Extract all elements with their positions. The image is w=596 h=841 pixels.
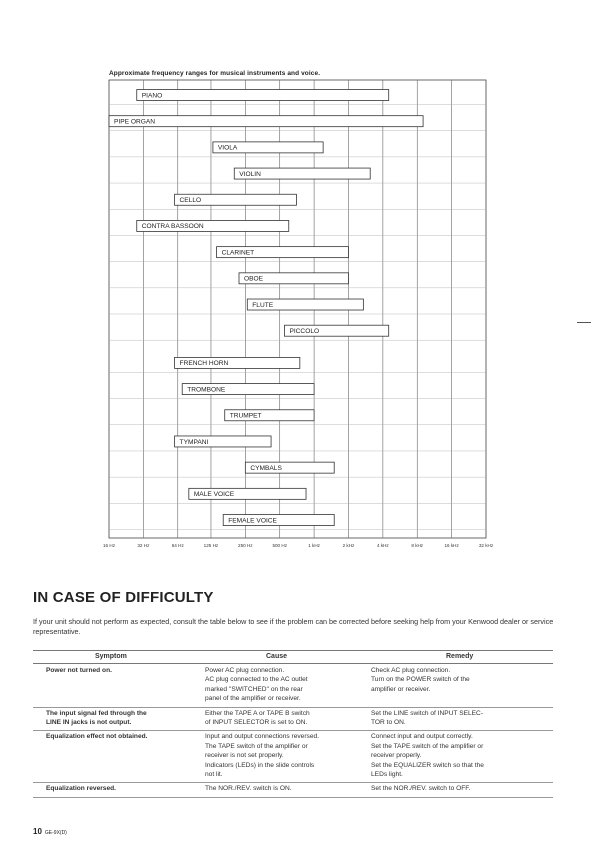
range-bar-label: CELLO [179, 197, 202, 205]
remedy-cell-line: Check AC plug connection. [371, 667, 451, 674]
x-tick-label: 8 kHz [411, 543, 424, 548]
remedy-cell [371, 666, 551, 694]
cause-cell-line: Input and output connections reversed. [205, 733, 320, 741]
table-row [33, 730, 553, 783]
cause-cell-line: Either the TAPE A or TAPE B switch [205, 709, 310, 717]
remedy-cell-line: receiver properly. [371, 752, 422, 760]
range-bar [109, 116, 423, 127]
header-cause: Cause [266, 653, 288, 660]
range-bar-label: PICCOLO [289, 328, 320, 336]
page-number: 10 [33, 827, 42, 836]
range-bar-label: FRENCH HORN [179, 360, 229, 368]
chart-title: Approximate frequency ranges for musical instruments and voice. [109, 70, 321, 77]
header-remedy: Remedy [446, 653, 474, 660]
x-tick-label: 250 Hz [238, 543, 253, 548]
margin-mark [577, 322, 591, 323]
range-bar-label: MALE VOICE [193, 491, 235, 499]
remedy-cell [371, 732, 551, 779]
x-tick-label: 16 kHz [444, 543, 459, 548]
symptom-cell-line: Equalization reversed. [46, 785, 116, 793]
cause-cell-line: AC plug connected to the AC outlet [205, 676, 308, 684]
x-tick-label: 32 kHz [478, 543, 494, 548]
remedy-cell-line: Set the EQUALIZER switch so that the [371, 761, 484, 769]
range-bar-label: VIOLA [217, 144, 238, 152]
range-bar-label: CYMBALS [250, 464, 282, 472]
remedy-cell-line: LEDs light. [371, 771, 403, 779]
remedy-cell-line: Set the TAPE switch of the amplifier or [371, 742, 484, 750]
range-bar-label: VIOLIN [239, 170, 261, 178]
table-row [33, 782, 553, 797]
remedy-cell-line: amplifier or receiver. [371, 685, 431, 693]
cause-cell-line: panel of the amplifier or receiver. [205, 695, 301, 703]
cause-cell [205, 709, 357, 728]
range-bar [137, 90, 389, 101]
symptom-cell-line: Power not turned on. [46, 667, 112, 674]
cause-cell [205, 784, 357, 793]
range-bar-label: OBOE [244, 275, 264, 283]
cause-cell-line: Power AC plug connection. [205, 667, 285, 674]
x-tick-label: 64 Hz [171, 543, 184, 548]
x-tick-label: 16 Hz [102, 543, 116, 548]
x-tick-label: 500 Hz [272, 543, 288, 548]
model-code: GE-9X(D) [44, 830, 67, 836]
page-footer [33, 827, 67, 836]
remedy-cell-line: Connect input and output correctly. [371, 733, 473, 741]
range-bar-label: PIANO [141, 92, 163, 100]
header-symptom: Symptom [95, 653, 127, 660]
symptom-cell [46, 666, 196, 675]
range-bar-label: FEMALE VOICE [228, 517, 277, 525]
x-tick-label: 2 kHz [342, 543, 355, 548]
cause-cell-line: not lit. [205, 771, 223, 779]
range-bar-label: PIPE ORGAN [114, 118, 156, 126]
cause-cell-line: The TAPE switch of the amplifier or [205, 742, 308, 750]
symptom-cell [46, 784, 196, 793]
remedy-cell-line: Set the LINE switch of INPUT SELEC- [371, 709, 484, 717]
x-tick-label: 1 kHz [308, 543, 320, 548]
symptom-cell-line: The input signal fed through the [46, 709, 147, 717]
remedy-cell [371, 709, 551, 728]
range-bar-label: TRUMPET [229, 412, 262, 420]
x-tick-label: 32 Hz [137, 543, 150, 548]
intro-paragraph: If your unit should not perform as expected, consult the table below to see if the problem can be corrected before seeking help from your Kenwood dealer or service representative. [33, 617, 554, 636]
remedy-cell-line: Set the NOR./REV. switch to OFF. [371, 785, 471, 793]
cause-cell-line: marked ''SWITCHED'' on the rear [205, 685, 303, 693]
table-row [33, 664, 553, 708]
cause-cell-line: Indicators (LEDs) in the slide controls [205, 761, 315, 769]
cause-cell [205, 666, 357, 704]
remedy-cell [371, 784, 551, 793]
symptom-cell-line: LINE IN jacks is not output. [46, 719, 132, 726]
cause-cell [205, 732, 357, 779]
range-bar-label: CONTRA BASSOON [141, 223, 204, 231]
remedy-cell-line: TOR to ON. [371, 719, 406, 726]
cause-cell-line: of INPUT SELECTOR is set to ON. [205, 719, 308, 726]
range-bar-label: CLARINET [221, 249, 255, 257]
remedy-cell-line: Turn on the POWER switch of the [371, 676, 470, 684]
cause-cell-line: receiver is not set properly. [205, 752, 284, 760]
range-bar-label: TYMPANI [179, 438, 209, 446]
symptom-cell-line: Equalization effect not obtained. [46, 733, 148, 741]
table-row [33, 707, 553, 732]
x-tick-label: 125 Hz [203, 543, 219, 548]
range-bar-label: FLUTE [252, 301, 274, 309]
cause-cell-line: The NOR./REV. switch is ON. [205, 785, 292, 793]
section-heading: IN CASE OF DIFFICULTY [33, 589, 214, 606]
range-bar-label: TROMBONE [187, 386, 226, 394]
symptom-cell [46, 732, 196, 741]
x-tick-label: 4 kHz [376, 543, 389, 548]
symptom-cell [46, 709, 196, 728]
table-header [33, 650, 553, 664]
